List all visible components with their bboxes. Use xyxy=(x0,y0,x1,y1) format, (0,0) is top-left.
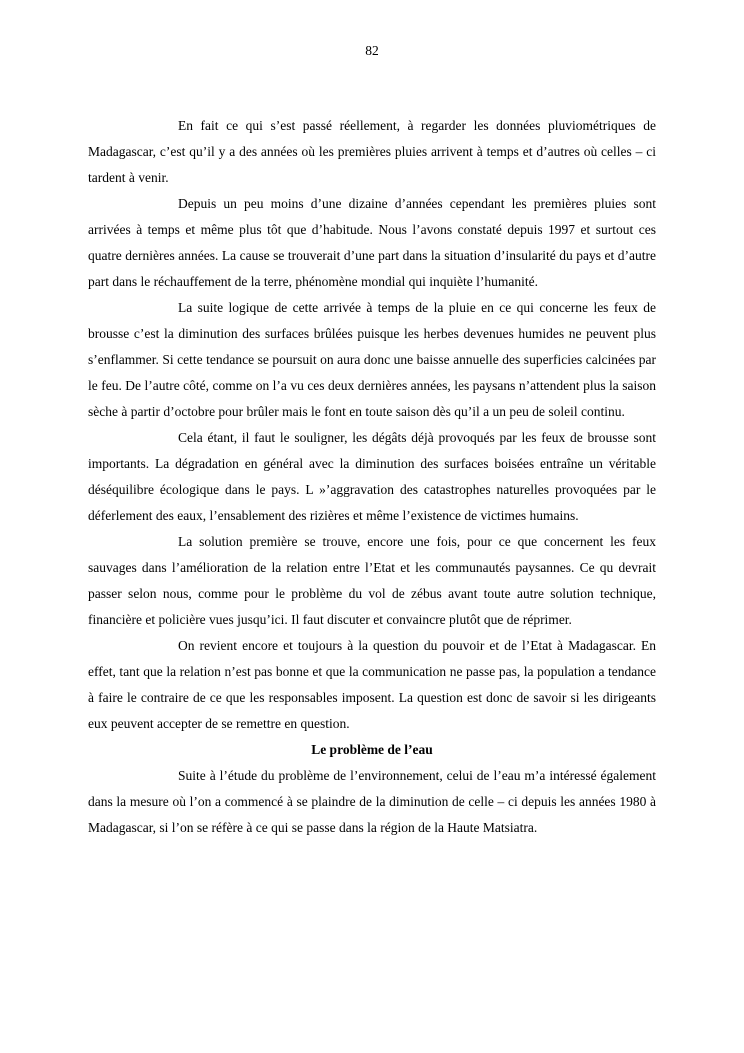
paragraph-burned-surfaces: La suite logique de cette arrivée à temps de la pluie en ce qui concerne les feux de brousse c’est la diminution des surfaces brûlées puisque les herbes devenues humides ne peuvent plus s’enflammer. Si cette tendance se poursuit on aura donc une baisse annuelle des superficies calcinées par le feu. De l’autre côté, comme on l’a vu ces deux dernières années, les paysans n’attendent plus la saison sèche à partir d’octobre pour brûler mais le font en toute saison dès qu’il a un peu de soleil continu. xyxy=(88,300,656,419)
paragraph-water-problem: Suite à l’étude du problème de l’environnement, celui de l’eau m’a intéressé également dans la mesure où l’on a commencé à se plaindre de la diminution de celle – ci depuis les années 1980 à Madagascar, si l’on se réfère à ce qui se passe dans la région de la Haute Matsiatra. xyxy=(88,768,656,835)
paragraph-state-power: On revient encore et toujours à la question du pouvoir et de l’Etat à Madagascar. En effet, tant que la relation n’est pas bonne et que la communication ne passe pas, la population a tendance à faire le contraire de ce que les responsables imposent. La question est donc de savoir si les dirigeants eux peuvent accepter de se remettre en question. xyxy=(88,638,656,731)
paragraph-early-rains: Depuis un peu moins d’une dizaine d’années cependant les premières pluies sont arrivées à temps et même plus tôt que d’habitude. Nous l’avons constaté depuis 1997 et surtout ces quatre dernières années. La cause se trouverait d’une part dans la situation d’insularité du pays et d’autre part dans le réchauffement de la terre, phénomène mondial qui inquiète l’humanité. xyxy=(88,196,656,289)
section-heading: Le problème de l’eau xyxy=(311,742,433,757)
paragraph-damage: Cela étant, il faut le souligner, les dégâts déjà provoqués par les feux de brousse sont importants. La dégradation en général avec la diminution des surfaces boisées entraîne un véritable déséquilibre écologique dans le pays. L »’aggravation des catastrophes naturelles provoquées par le déferlement des eaux, l’ensablement des rizières et même l’existence de victimes humains. xyxy=(88,430,656,523)
page-body xyxy=(88,113,656,841)
paragraph-rainfall-data: En fait ce qui s’est passé réellement, à regarder les données pluviométriques de Madagascar, c’est qu’il y a des années où les premières pluies arrivent à temps et d’autres où celles – ci tardent à venir. xyxy=(88,118,656,185)
paragraph-solution: La solution première se trouve, encore une fois, pour ce que concernent les feux sauvages dans l’amélioration de la relation entre l’Etat et les communautés paysannes. Ce qu devrait passer selon nous, comme pour le problème du vol de zébus avant toute autre solution technique, financière et policière vues jusqu’ici. Il faut discuter et convaincre plutôt que de réprimer. xyxy=(88,534,656,627)
page-number: 82 xyxy=(365,43,379,58)
